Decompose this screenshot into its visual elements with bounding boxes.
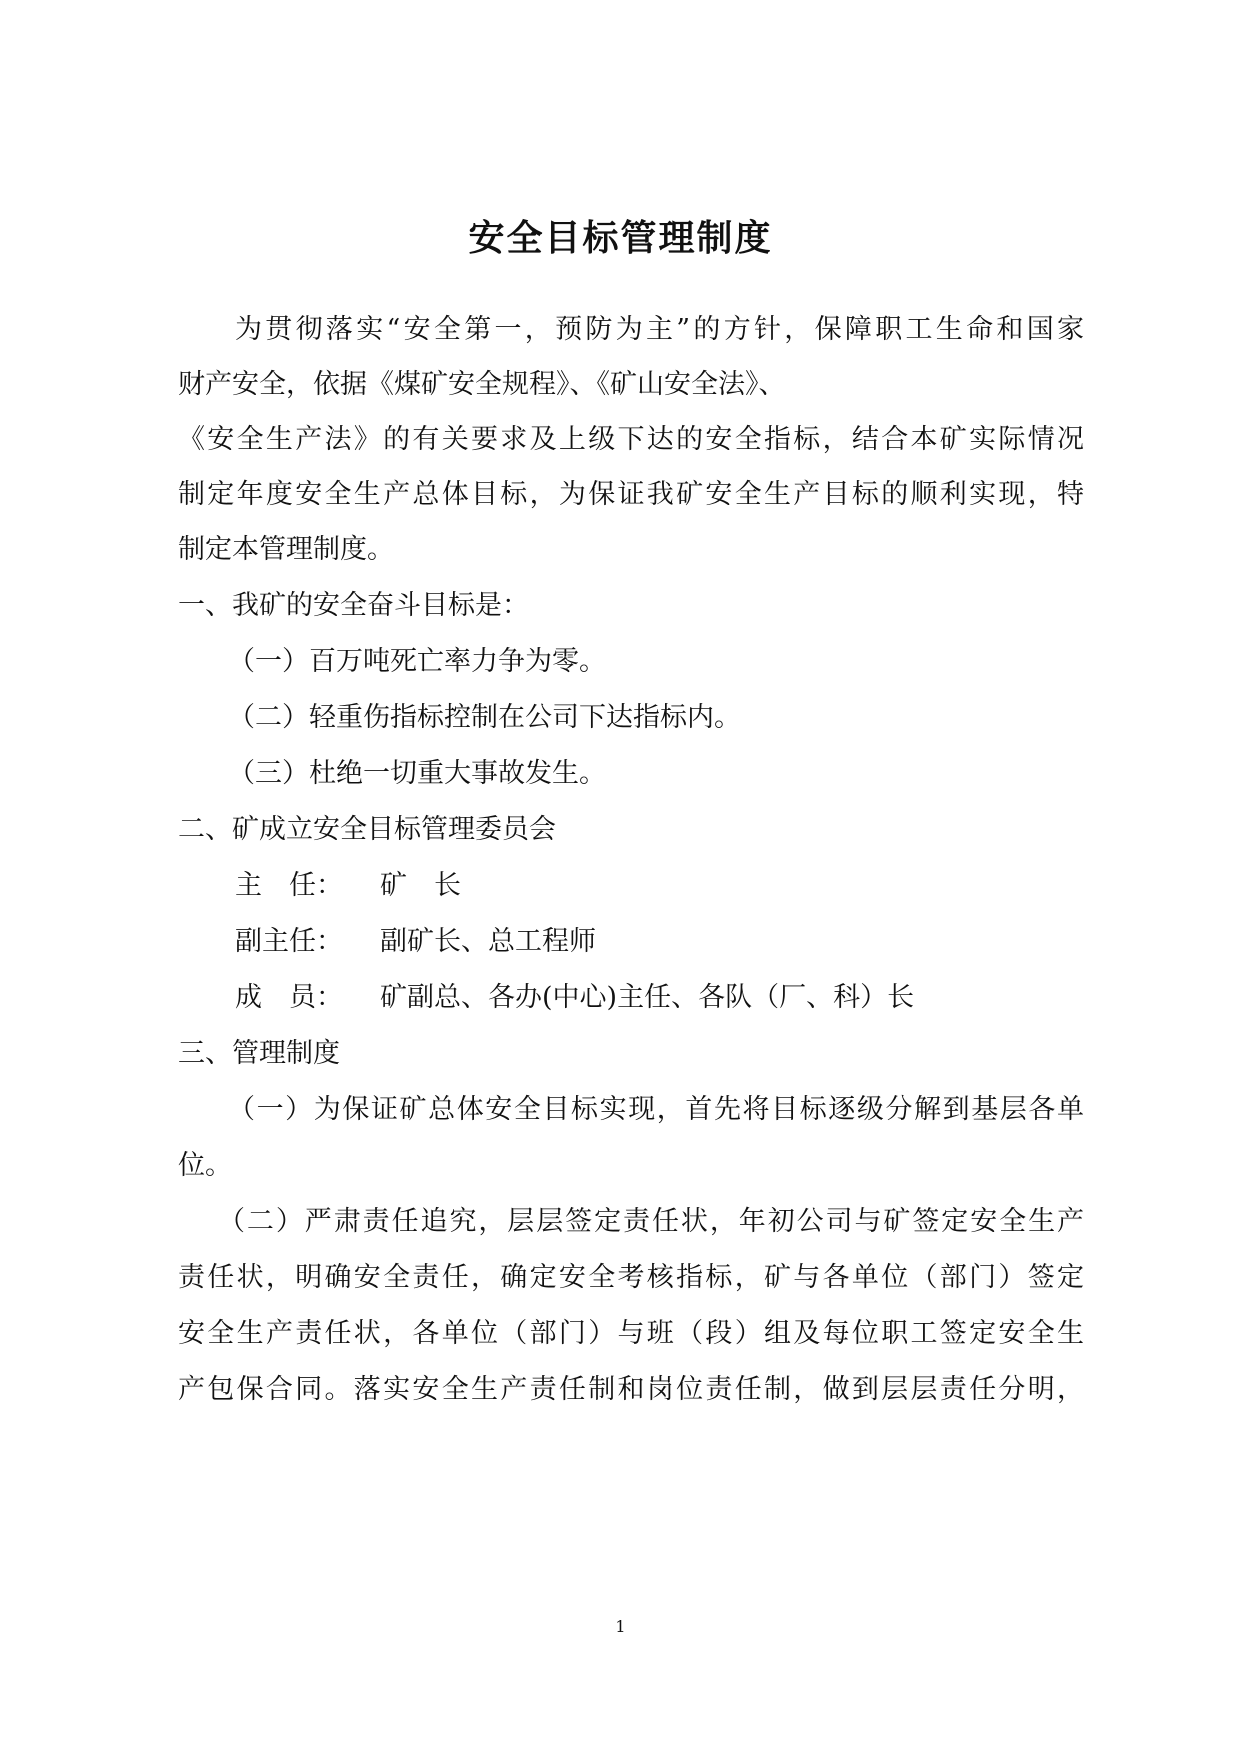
section-3-item-1-line-2: 位。: [178, 1150, 232, 1181]
intro-line-3: 《安全生产法》的有关要求及上级下达的安全指标，结合本矿实际情况: [178, 424, 1084, 455]
section-2-heading: 二、矿成立安全目标管理委员会: [178, 814, 556, 845]
section-3-item-2-line-2: 责任状，明确安全责任，确定安全考核指标，矿与各单位（部门）签定: [178, 1262, 1084, 1293]
section-3-item-2-line-1: （二）严肃责任追究，层层签定责任状，年初公司与矿签定安全生产: [218, 1206, 1084, 1237]
section-3-heading: 三、管理制度: [178, 1038, 340, 1069]
committee-row-members: [235, 980, 914, 1016]
section-1-heading: 一、我矿的安全奋斗目标是：: [178, 590, 529, 621]
section-1-item-1: （一）百万吨死亡率力争为零。: [228, 646, 606, 677]
section-1-item-2: （二）轻重伤指标控制在公司下达指标内。: [228, 702, 741, 733]
committee-value: 矿 长: [380, 870, 461, 901]
committee-row-deputy: [235, 924, 596, 960]
section-3-item-1-line-1: （一）为保证矿总体安全目标实现，首先将目标逐级分解到基层各单: [228, 1094, 1084, 1125]
section-3-item-2-line-3: 安全生产责任状，各单位（部门）与班（段）组及每位职工签定安全生: [178, 1318, 1084, 1349]
committee-value: 矿副总、各办(中心)主任、各队（厂、科）长: [380, 982, 915, 1013]
committee-role: 副主任：: [235, 926, 343, 957]
committee-role: 主 任：: [235, 870, 343, 901]
intro-line-2: 财产安全，依据《煤矿安全规程》、《矿山安全法》、: [178, 369, 786, 400]
section-3-item-2-line-4: 产包保合同。落实安全生产责任制和岗位责任制，做到层层责任分明，: [178, 1374, 1084, 1405]
page-number: 1: [615, 1617, 626, 1636]
committee-value: 副矿长、总工程师: [380, 926, 596, 957]
committee-row-director: [235, 868, 461, 904]
intro-line-4: 制定年度安全生产总体目标，为保证我矿安全生产目标的顺利实现，特: [178, 479, 1084, 510]
committee-role: 成 员：: [235, 982, 343, 1013]
intro-line-1: 为贯彻落实“安全第一，预防为主”的方针，保障职工生命和国家: [235, 314, 1084, 345]
section-1-item-3: （三）杜绝一切重大事故发生。: [228, 758, 606, 789]
document-title: 安全目标管理制度: [468, 218, 773, 259]
intro-line-5: 制定本管理制度。: [178, 534, 394, 565]
